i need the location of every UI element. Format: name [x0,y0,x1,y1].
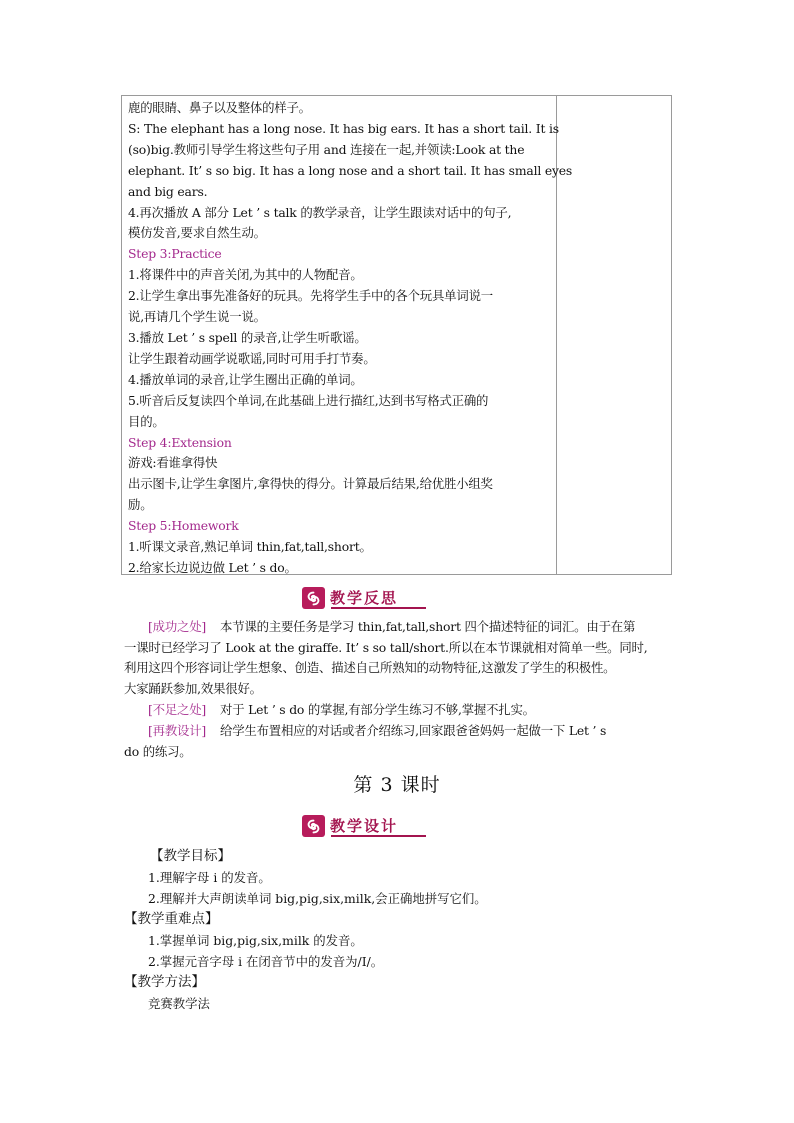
lack-text: 对于 Let ’ s do 的掌握,有部分学生练习不够,掌握不扎实。 [220,702,535,717]
banner-underline [331,607,426,609]
goal-item: 1.理解字母 i 的发音。 [148,870,271,885]
redesign-paragraph: [再教设计] 给学生布置相应的对话或者介绍练习,回家跟爸爸妈妈一起做一下 Let ’ s do 的练习。 [124,721,694,762]
table-line: S: The elephant has a long nose. It has big ears. It has a short tail. It is [128,120,559,136]
step-4-heading: Step 4:Extension [128,434,232,450]
table-line: elephant. It’ s so big. It has a long nose and a short tail. It has small eyes [128,162,573,178]
step-5-heading: Step 5:Homework [128,518,239,534]
redesign-tag: [再教设计] [148,723,207,738]
table-line: 鹿的眼睛、鼻子以及整体的样子。 [128,100,311,115]
success-paragraph [124,617,694,699]
table-line: 2.让学生拿出事先准备好的玩具。先将学生手中的各个玩具单词说一 [128,288,493,304]
success-line: 一课时已经学习了 Look at the giraffe. It’ s so tall/short.所以在本节课就相对简单一些。同时, [124,639,648,655]
table-line: 1.听课文录音,熟记单词 thin,fat,tall,short。 [128,539,372,555]
key-item: 1.掌握单词 big,pig,six,milk 的发音。 [148,933,363,948]
goal-heading: 【教学目标】 [150,848,231,864]
design-section [124,846,684,1014]
table-content-cell [128,98,573,579]
table-line: 目的。 [128,413,165,429]
success-line: 大家踊跃参加,效果很好。 [124,680,262,696]
lack-tag: [不足之处] [148,702,207,717]
design-banner [302,815,426,837]
swirl-icon [302,815,325,837]
reflection-banner [302,587,426,609]
table-line: 4.再次播放 A 部分 Let ’ s talk 的教学录音，让学生跟读对话中的句子, [128,204,512,220]
table-line: 1.将课件中的声音关闭,为其中的人物配音。 [128,267,363,283]
key-item: 2.掌握元音字母 i 在闭音节中的发音为/I/。 [148,954,384,969]
success-line: [成功之处] 本节课的主要任务是学习 thin,fat,tall,short 四个描述特征的词汇。由于在第 [148,619,636,634]
method-text: 竞赛教学法 [148,996,210,1011]
table-line: 出示图卡,让学生拿图片,拿得快的得分。计算最后结果,给优胜小组奖 [128,476,493,492]
key-heading: 【教学重难点】 [124,911,219,927]
table-line: 游戏:看谁拿得快 [128,455,218,471]
lack-paragraph [124,700,694,721]
success-tag: [成功之处] [148,619,207,634]
table-line: 励。 [128,497,153,513]
success-line: 利用这四个形容词让学生想象、创造、描述自己所熟知的动物特征,这激发了学生的积极性。 [124,660,616,676]
step-3-heading: Step 3:Practice [128,246,222,262]
table-line: 模仿发音,要求自然生动。 [128,225,266,241]
swirl-icon [302,587,325,609]
table-line: (so)big.教师引导学生将这些句子用 and 连接在一起,并领读:Look at the [128,141,525,157]
table-line: 2.给家长边说边做 Let ’ s do。 [128,559,297,575]
table-line: 让学生跟着动画学说歌谣,同时可用手打节奏。 [128,350,376,366]
banner-underline [331,835,426,837]
table-line: 4.播放单词的录音,让学生圈出正确的单词。 [128,371,363,387]
goal-item: 2.理解并大声朗读单词 big,pig,six,milk,会正确地拼写它们。 [148,891,487,906]
lesson-title: 第 3 课时 [353,774,441,796]
redesign-line: do 的练习。 [124,743,192,759]
design-title: 教学设计 [330,816,399,835]
lesson-table [121,95,672,575]
table-line: 3.播放 Let ’ s spell 的录音,让学生听歌谣。 [128,329,367,345]
method-heading: 【教学方法】 [124,974,205,990]
table-line: 5.听音后反复读四个单词,在此基础上进行描红,达到书写格式正确的 [128,392,489,408]
table-line: 说,再请几个学生说一说。 [128,309,266,325]
table-line: and big ears. [128,183,208,199]
reflection-title: 教学反思 [330,588,399,607]
